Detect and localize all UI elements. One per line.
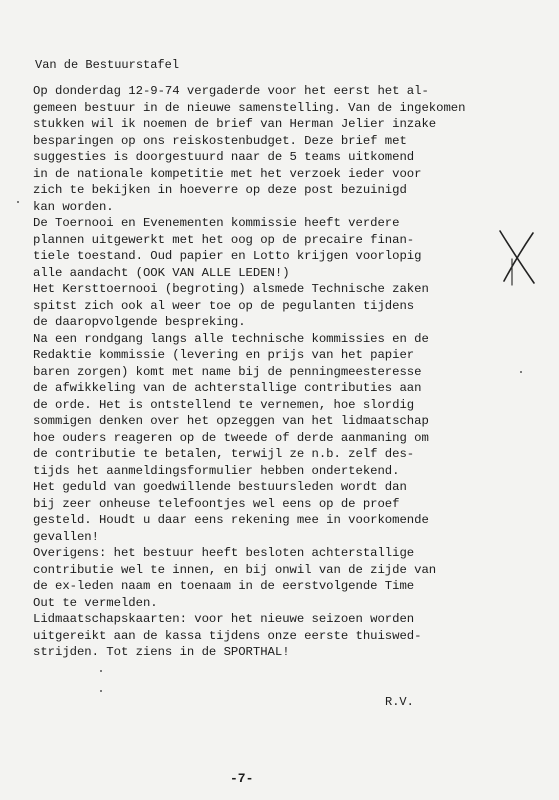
text-line: gesteld. Houdt u daar eens rekening mee in voorkomende [33, 513, 429, 527]
text-line: Lidmaatschapskaarten: voor het nieuwe seizoen worden [33, 612, 415, 626]
text-line: de ex-leden naam en toenaam in de eerstvolgende Time [33, 579, 415, 593]
text-line: strijden. Tot ziens in de SPORTHAL! [33, 645, 290, 659]
text-line: contributie wel te innen, en bij onwil van de zijde van [33, 562, 437, 577]
text-line: kan worden. [33, 199, 114, 214]
text-line: sommigen denken over het opzeggen van het lidmaatschap [33, 414, 429, 428]
text-line: bij zeer onheuse telefoontjes wel eens op de proef [33, 496, 400, 511]
text-line: tijds het aanmeldingsformulier hebben ondertekend. [33, 463, 400, 478]
text-line: de orde. Het is ontstellend te vernemen, hoe slordig [33, 397, 415, 412]
text-line: Out te vermelden. [33, 595, 158, 610]
text-line: plannen uitgewerkt met het oog op de precaire finan- [33, 232, 415, 247]
section-heading: Van de Bestuurstafel [35, 58, 180, 72]
speck [17, 201, 19, 203]
text-line: baren zorgen) komt met name bij de penningmeesteresse [33, 364, 422, 379]
text-line: suggesties is doorgestuurd naar de 5 teams uitkomend [33, 150, 415, 164]
text-line: Het Kersttoernooi (begroting) alsmede Technische zaken [33, 282, 429, 296]
text-line: gevallen! [33, 529, 99, 544]
text-line: zich te bekijken in hoeverre op deze post bezuinigd [33, 183, 407, 197]
speck [100, 670, 102, 672]
text-line: de contributie te betalen, terwijl ze n.b. zelf des- [33, 447, 415, 461]
body-text [33, 83, 503, 661]
text-line: tiele toestand. Oud papier en Lotto krijgen voorlopig [33, 249, 422, 263]
speck [100, 690, 102, 692]
text-line: Na een rondgang langs alle technische kommissies en de [33, 331, 429, 346]
text-line: Op donderdag 12-9-74 vergaderde voor het eerst het al- [33, 84, 429, 98]
speck [520, 371, 522, 373]
text-line: de daaropvolgende bespreking. [33, 315, 246, 329]
text-line: besparingen op ons reiskostenbudget. Deze brief met [33, 133, 407, 148]
text-line: hoe ouders reageren op de tweede of derde aanmaning om [33, 430, 429, 445]
text-line: spitst zich ook al weer toe op de pegulanten tijdens [33, 298, 415, 313]
text-line: de afwikkeling van de achterstallige contributies aan [33, 381, 422, 395]
text-line: in de nationale kompetitie met het verzoek ieder voor [33, 166, 422, 181]
text-line: De Toernooi en Evenementen kommissie heeft verdere [33, 216, 400, 230]
text-line: gemeen bestuur in de nieuwe samenstelling. Van de ingekomen [33, 100, 466, 115]
handwritten-x-mark [498, 229, 538, 287]
text-line: Redaktie kommissie (levering en prijs van het papier [33, 348, 415, 362]
text-line: Het geduld van goedwillende bestuursleden wordt dan [33, 480, 407, 494]
signature-initials: R.V. [385, 695, 414, 709]
text-line: alle aandacht (OOK VAN ALLE LEDEN!) [33, 265, 290, 280]
text-line: uitgereikt aan de kassa tijdens onze eerste thuiswed- [33, 628, 422, 643]
text-line: stukken wil ik noemen de brief van Herman Jelier inzake [33, 117, 437, 131]
text-line: Overigens: het bestuur heeft besloten achterstallige [33, 546, 415, 560]
page-number: -7- [230, 771, 254, 786]
